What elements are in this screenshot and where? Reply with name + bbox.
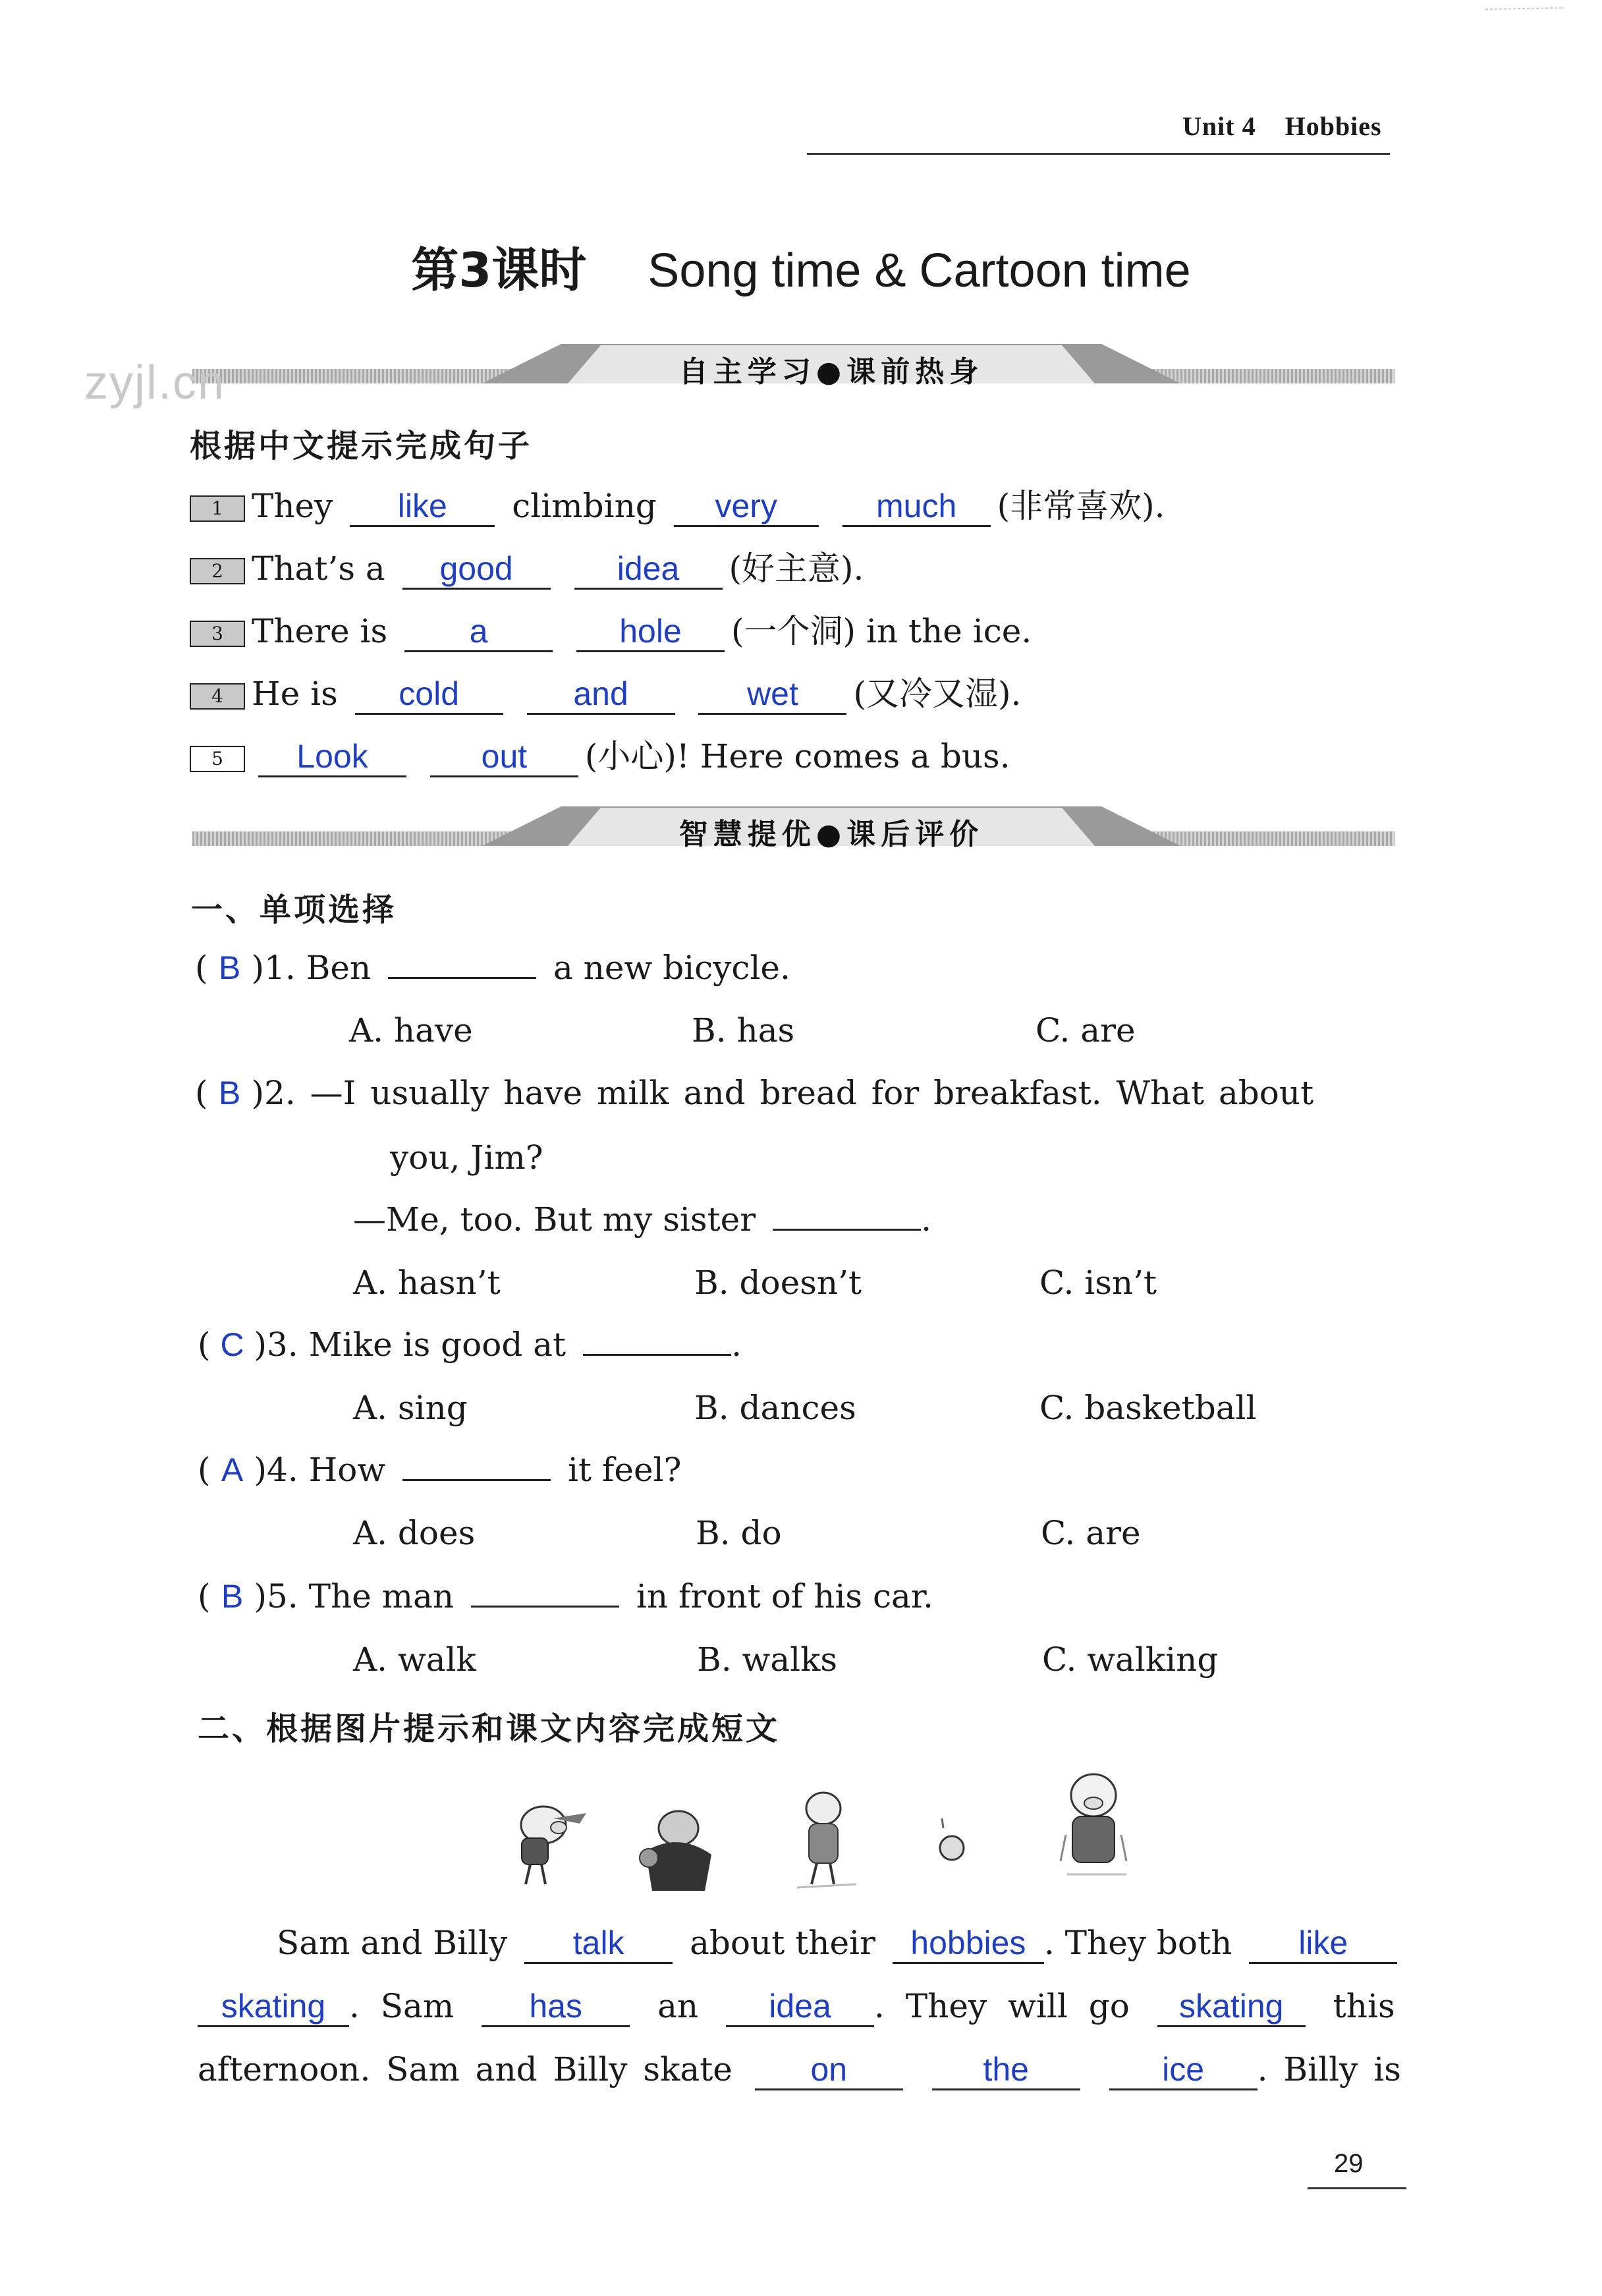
question-2-line-3 [353,1200,931,1239]
question-4 [198,1451,681,1489]
choice-answer: B [218,949,241,986]
question-text: —Me, too. But my sister [353,1200,756,1239]
passage-text: an [657,1987,699,2025]
passage-text: this [1333,1987,1395,2025]
item-number: 3 [190,621,245,647]
banner-review-label: 智慧提优●课后评价 [678,818,984,851]
sentence-2 [190,542,864,590]
question-text: )4. How [254,1451,386,1489]
header-rule [807,153,1390,155]
lesson-title-cn: 第3课时 [411,242,587,298]
cartoon-strip [481,1766,1166,1891]
choice-answer: B [218,1075,241,1111]
sentence-text: (好主意). [729,549,864,588]
option-c: C. isn’t [1039,1264,1157,1302]
item-number: 2 [190,558,245,584]
banner-review [192,805,1395,858]
answer-blank: hobbies [893,1924,1044,1964]
section-a-title: 根据中文提示完成句子 [190,428,533,464]
sentence-text: He is [252,675,338,713]
passage-text: afternoon. Sam and Billy skate [198,2050,732,2088]
paren: ( [198,1577,211,1615]
answer-blank: out [430,737,578,777]
answer-blank: wet [698,675,846,715]
banner-preview-label: 自主学习●课前热身 [678,355,984,389]
question-text: it feel? [567,1451,682,1489]
passage-text: . Sam [349,1987,455,2025]
section-c-title: 二、根据图片提示和课文内容完成短文 [198,1710,781,1747]
answer-blank: idea [726,1987,874,2027]
question-blank [402,1479,551,1481]
passage-line-3 [198,2050,1401,2090]
passage-line-2 [198,1987,1395,2027]
passage-line-1 [277,1924,1404,1964]
sentence-text: (非常喜欢). [997,487,1165,525]
item-number: 5 [190,746,245,772]
item-number: 1 [190,495,245,522]
option-c: C. are [1041,1514,1141,1552]
paren: ( [198,1326,211,1364]
answer-blank: skating [1157,1987,1306,2027]
question-text: )5. The man [254,1577,455,1615]
running-header [1182,111,1382,142]
answer-blank: like [1249,1924,1397,1964]
question-blank [583,1354,731,1356]
unit-label: Unit 4 [1182,111,1256,141]
answer-blank: like [350,487,495,527]
question-1 [195,949,790,987]
page-number: 29 [1334,2149,1364,2178]
banner-tab [482,343,1180,389]
option-a: A. hasn’t [353,1264,501,1302]
sentence-text: They [252,487,333,525]
answer-blank: the [932,2050,1080,2090]
answer-blank: has [482,1987,630,2027]
sentence-5 [190,730,1010,777]
watermark: zyjl.cn [84,356,226,409]
question-text: )1. Ben [251,949,372,987]
passage-text: . They both [1043,1924,1232,1962]
page-number-rule [1308,2187,1406,2189]
option-b: B. walks [697,1640,838,1679]
answer-blank: a [404,612,553,652]
answer-blank: idea [574,549,723,590]
sentence-1 [190,480,1165,527]
answer-blank: good [402,549,551,590]
lesson-title [0,232,1602,300]
sentence-4 [190,667,1021,715]
section-b-title: 一、单项选择 [191,891,397,928]
question-2 [195,1074,1313,1112]
question-text: in front of his car. [636,1577,934,1615]
question-text: a new bicycle. [553,949,790,987]
sentence-text: That’s a [252,549,385,588]
sentence-text: (又冷又湿). [853,675,1022,713]
option-b: B. dances [694,1389,856,1427]
option-c: C. basketball [1039,1389,1257,1427]
question-3 [198,1326,742,1364]
answer-blank: very [674,487,819,527]
passage-text: Sam and Billy [277,1924,508,1962]
sentence-text: (一个洞) in the ice. [731,612,1032,650]
question-text: . [921,1200,931,1239]
option-c: C. are [1036,1011,1136,1050]
banner-preview [192,343,1395,395]
answer-blank: skating [198,1987,349,2027]
option-a: A. does [353,1514,476,1552]
question-blank [388,977,536,979]
passage-text: . They will go [874,1987,1130,2025]
question-5 [198,1577,933,1615]
answer-blank: talk [524,1924,673,1964]
answer-blank: cold [355,675,503,715]
passage-text: about their [690,1924,875,1962]
sentence-3 [190,605,1032,652]
option-a: A. walk [353,1640,476,1679]
option-b: B. do [696,1514,782,1552]
option-a: A. have [349,1011,473,1050]
cartoon-pigs-image [481,1766,1166,1891]
paren: ( [198,1451,211,1489]
passage-text: . Billy is [1257,2050,1401,2088]
answer-blank: and [527,675,675,715]
paren: ( [195,949,208,987]
answer-blank: hole [576,612,725,652]
question-2-line-2: you, Jim? [390,1138,543,1177]
answer-blank: on [755,2050,903,2090]
scan-noise [1485,3,1564,9]
item-number: 4 [190,683,245,710]
choice-answer: B [221,1578,244,1615]
question-text: )2. —I usually have milk and bread for breakfast. What about [251,1074,1314,1112]
answer-blank: Look [258,737,406,777]
question-blank [471,1606,619,1608]
lesson-title-en: Song time & Cartoon time [648,244,1191,297]
option-b: B. doesn’t [694,1264,862,1302]
question-text: )3. Mike is good at [254,1326,566,1364]
question-text: . [731,1326,742,1364]
answer-blank: much [842,487,991,527]
question-blank [773,1229,921,1231]
option-b: B. has [692,1011,795,1050]
banner-tab [482,805,1180,851]
choice-answer: C [220,1326,244,1363]
option-c: C. walking [1042,1640,1219,1679]
paren: ( [195,1074,208,1112]
sentence-text: (小心)! Here comes a bus. [584,737,1010,775]
option-a: A. sing [353,1389,468,1427]
unit-title: Hobbies [1284,111,1382,141]
sentence-text: climbing [512,487,657,525]
answer-blank: ice [1109,2050,1257,2090]
sentence-text: There is [252,612,388,650]
choice-answer: A [221,1451,244,1488]
